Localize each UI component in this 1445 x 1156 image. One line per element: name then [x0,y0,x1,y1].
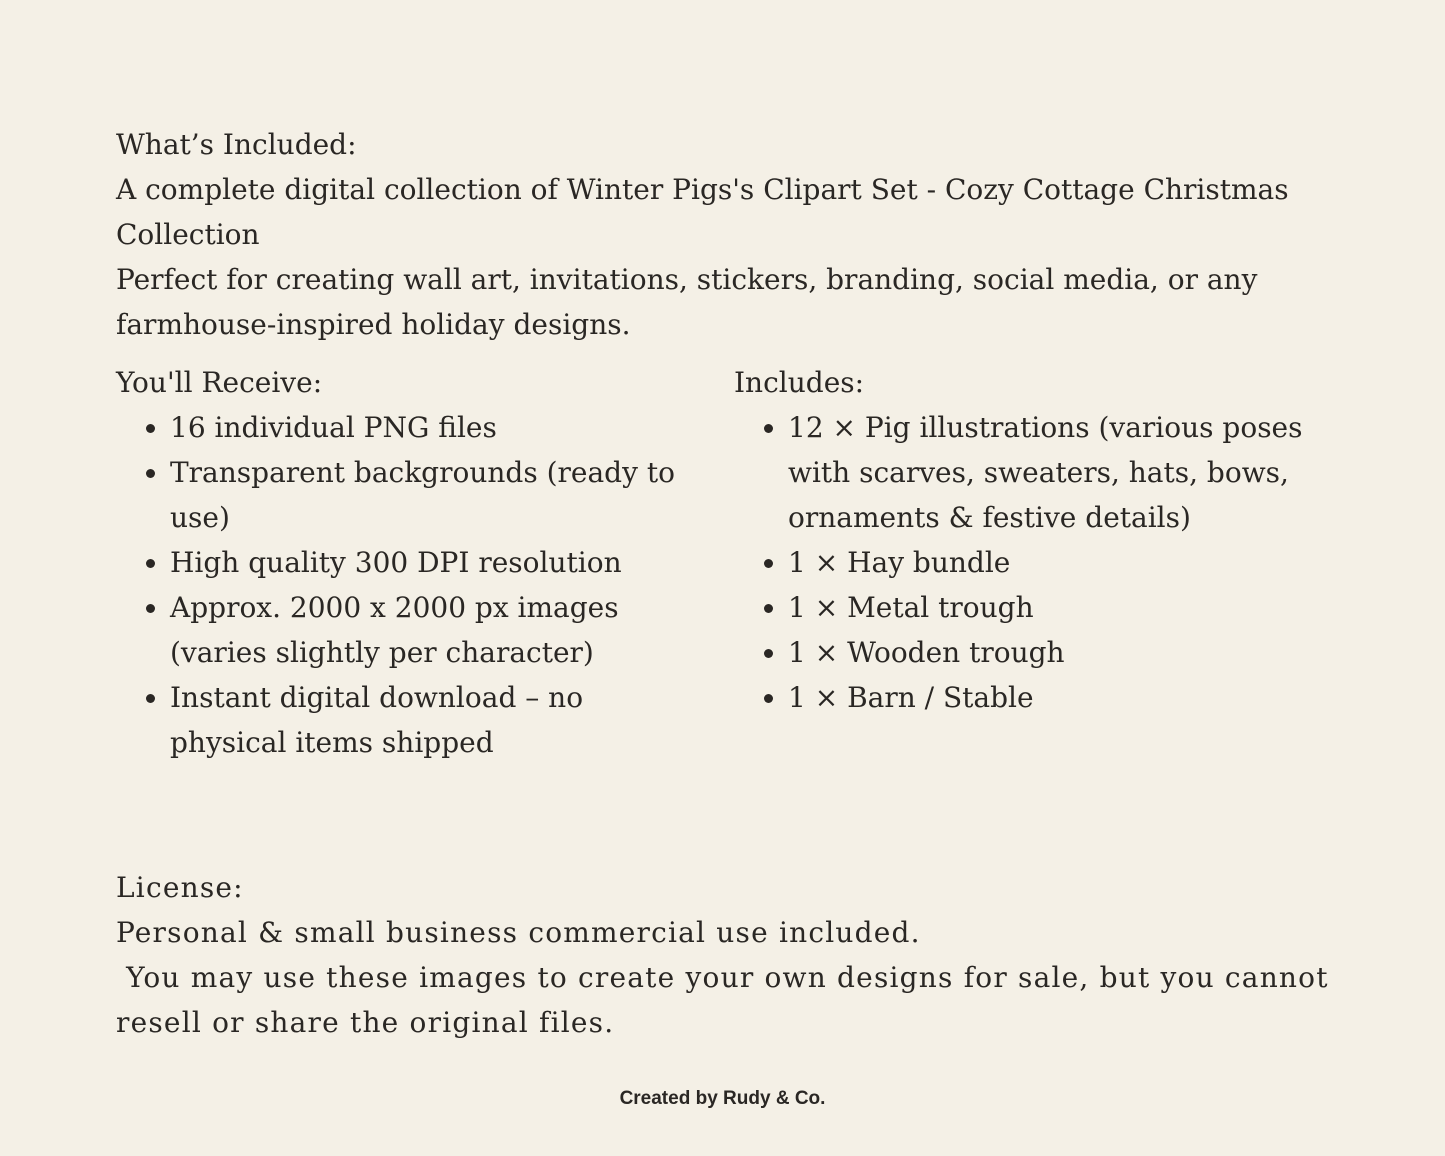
includes-heading: Includes: [734,366,865,399]
license-heading: License: [116,871,244,904]
list-item: • Approx. 2000 x 2000 px images (varies slightly per character) [170,585,696,675]
includes-section [734,360,1334,720]
list-item: • 1 × Barn / Stable [788,675,1334,720]
whats-included-heading: What’s Included: [116,128,357,161]
license-restrictions: You may use these images to create your own designs for sale, but you cannot resell or share the original files. [116,961,1339,1039]
license-terms: Personal & small business commercial use included. [116,916,921,949]
collection-description: A complete digital collection of Winter Pigs's Clipart Set - Cozy Cottage Christmas Collection [116,173,1289,251]
usage-description: Perfect for creating wall art, invitations, stickers, branding, social media, or any farmhouse-inspired holiday designs. [116,263,1258,341]
list-item: • 1 × Hay bundle [788,540,1334,585]
list-item: • 12 × Pig illustrations (various poses with scarves, sweaters, hats, bows, ornaments & festive details) [788,405,1334,540]
list-item: • 1 × Metal trough [788,585,1334,630]
license-section [116,865,1339,1045]
list-item: • Transparent backgrounds (ready to use) [170,450,696,540]
youll-receive-section [116,360,696,765]
list-item: • Instant digital download – no physical items shipped [170,675,696,765]
creator-credit: Created by Rudy & Co. [619,1088,826,1109]
list-item: • High quality 300 DPI resolution [170,540,696,585]
includes-list [734,405,1334,720]
youll-receive-list [116,405,696,765]
whats-included-section [116,122,1336,347]
youll-receive-heading: You'll Receive: [116,366,323,399]
list-item: • 1 × Wooden trough [788,630,1334,675]
list-item: • 16 individual PNG files [170,405,696,450]
